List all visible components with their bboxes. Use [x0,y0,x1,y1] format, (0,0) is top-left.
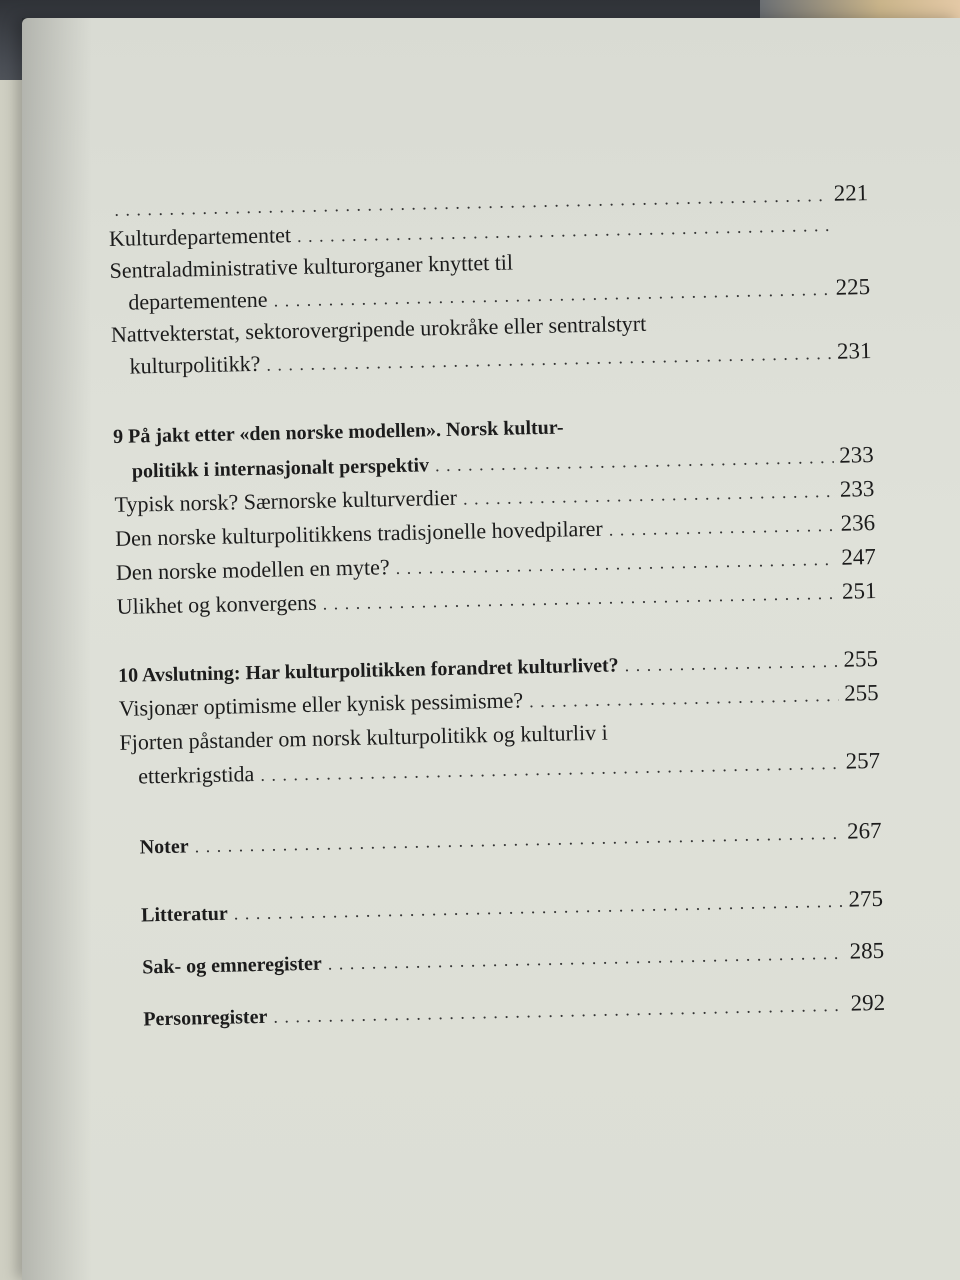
page-number: 255 [843,645,879,672]
page-number: 251 [841,577,877,604]
entry-title: Ulikhet og konvergens [116,589,317,619]
page-gutter-shadow [22,18,92,1280]
page-number: 233 [838,442,874,468]
chapter-title: 10 Avslutning: Har kulturpolitikken forandret kulturlivet? [117,654,619,687]
page-number: 267 [846,817,882,844]
chapter-heading-line1: 9 På jakt etter «den norske modellen». Norsk kultur- [112,416,564,448]
page-number: 236 [840,510,876,536]
dot-leader [529,678,839,718]
page-number: 225 [835,274,871,300]
entry-title: Typisk norsk? Særnorske kulturverdier [114,484,458,517]
entry-title-line1: Sentraladministrative kulturorganer knyttet til [109,249,514,283]
entry-title: Visjonær optimisme eller kynisk pessimisme? [118,687,524,721]
entry-title: departementene [128,286,268,315]
entry-title-line1: Fjorten påstander om norsk kulturpolitikk og kulturliv i [119,719,608,755]
page-number: 285 [849,937,885,964]
entry-title: Den norske kulturpolitikkens tradisjonelle hovedpilarer [114,515,603,551]
entry-title: kulturpolitikk? [129,350,261,379]
page-number: 292 [850,989,886,1016]
page-number: 221 [833,180,869,206]
chapter-title: politikk i internasjonalt perspektiv [131,454,430,483]
page-number: 257 [845,747,881,774]
entry-title: Noter [139,835,189,859]
entry-title: Kulturdepartementet [108,222,292,251]
page-number: 233 [839,476,875,502]
page-number: 247 [841,544,877,570]
page-number: 231 [836,338,872,364]
page-number: 275 [848,885,884,912]
entry-title: Litteratur [140,902,229,927]
page-number: 255 [843,679,879,706]
entry-title-line1: Nattvekterstat, sektorovergripende urokråke eller sentralstyrt [110,310,647,347]
entry-title: Sak- og emneregister [142,952,323,979]
entry-title: Den norske modellen en myte? [115,554,390,585]
entry-title: etterkrigstida [137,761,255,789]
entry-title: Personregister [143,1005,268,1031]
